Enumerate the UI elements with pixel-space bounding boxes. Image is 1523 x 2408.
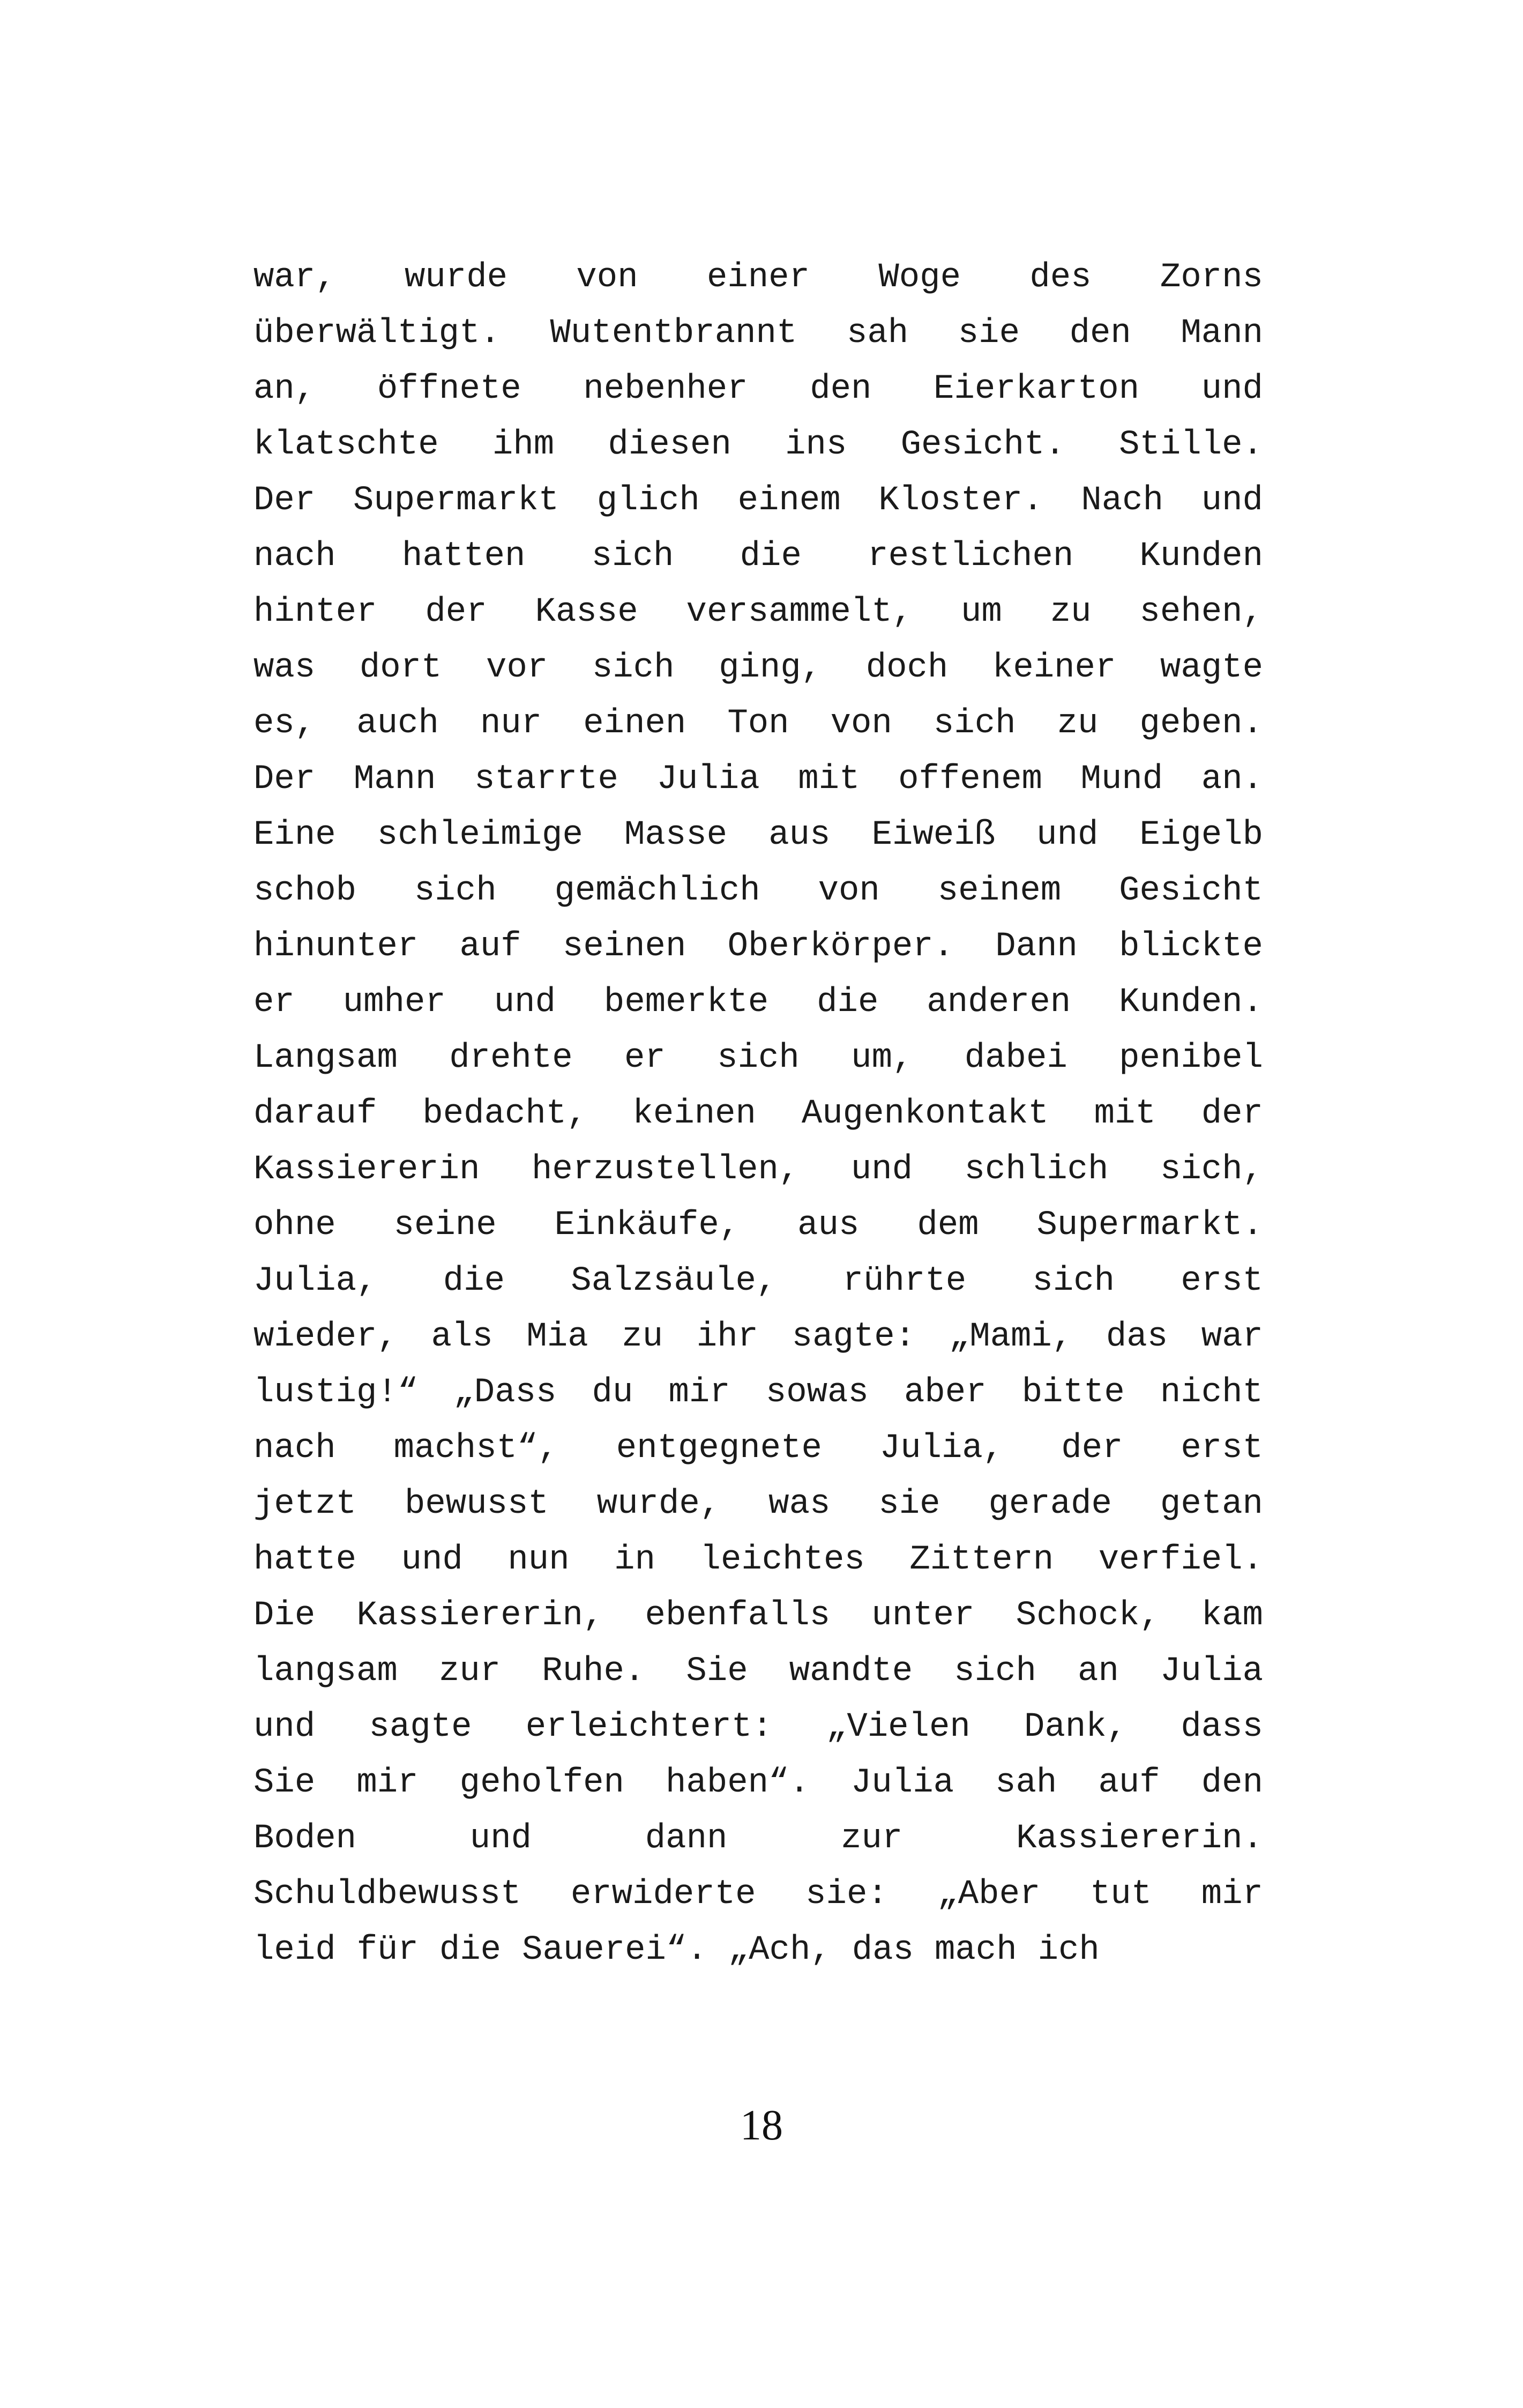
word: was	[768, 1485, 831, 1523]
text-line	[253, 417, 1263, 473]
text-line	[253, 1588, 1263, 1644]
text-line	[253, 306, 1263, 361]
word: nur	[480, 704, 542, 743]
word: sich	[592, 649, 675, 687]
word: von	[830, 704, 892, 743]
text-line	[253, 1476, 1263, 1532]
word: schleimige	[377, 816, 583, 854]
word: überwältigt.	[253, 314, 501, 353]
word: aus	[797, 1206, 860, 1245]
word: er	[253, 983, 295, 1022]
word: mit	[1094, 1095, 1156, 1133]
text-line	[253, 1198, 1263, 1253]
word: Kassiererin	[253, 1150, 480, 1189]
text-line	[253, 473, 1263, 529]
word: erst	[1181, 1262, 1263, 1300]
word: der	[425, 593, 487, 631]
text-line	[253, 863, 1263, 919]
word: und	[469, 1819, 532, 1858]
word: ihm	[492, 426, 555, 464]
word: verfiel.	[1098, 1541, 1263, 1579]
word: sich	[933, 704, 1016, 743]
word: und	[1201, 481, 1263, 520]
word: seinen	[562, 927, 686, 966]
word: und	[1201, 370, 1263, 408]
word: Sie	[686, 1652, 748, 1691]
word: sowas	[765, 1373, 869, 1412]
word: Julia	[656, 760, 760, 799]
word: Der	[253, 760, 316, 799]
word: und	[401, 1541, 463, 1579]
word: bewusst	[404, 1485, 549, 1523]
word: nicht	[1160, 1373, 1263, 1412]
text-line	[253, 584, 1263, 640]
text-line	[253, 1699, 1263, 1755]
word: Schock,	[1016, 1596, 1160, 1635]
word: sagte:	[792, 1318, 916, 1356]
word: und	[1036, 816, 1099, 854]
text-line	[253, 1644, 1263, 1699]
word: gerade	[988, 1485, 1112, 1523]
word: aus	[768, 816, 831, 854]
word: leid	[253, 1931, 336, 1969]
word: was	[253, 649, 316, 687]
word: Eine	[253, 816, 336, 854]
word: „Aber	[937, 1875, 1041, 1914]
word: den	[1069, 314, 1131, 353]
word: zu	[1050, 593, 1092, 631]
word: sich	[717, 1039, 800, 1077]
word: hinter	[253, 593, 377, 631]
word: klatschte	[253, 426, 439, 464]
word: zur	[841, 1819, 903, 1858]
word: in	[614, 1541, 655, 1579]
text-line	[253, 1142, 1263, 1198]
word: jetzt	[253, 1485, 357, 1523]
word: doch	[865, 649, 949, 687]
word: und	[494, 983, 556, 1022]
word: restlichen	[868, 537, 1074, 576]
word: wieder,	[253, 1318, 398, 1356]
word: sehen,	[1139, 593, 1263, 631]
word: ging,	[719, 649, 822, 687]
word: Ton	[727, 704, 789, 743]
word: die	[817, 983, 879, 1022]
word: Masse	[624, 816, 728, 854]
word: mir	[668, 1373, 730, 1412]
word: Dank,	[1024, 1708, 1128, 1746]
word: Mann	[1181, 314, 1263, 353]
word: den	[1201, 1764, 1263, 1802]
word: Dann	[995, 927, 1078, 966]
word: geben.	[1139, 704, 1263, 743]
word: Augenkontakt	[801, 1095, 1049, 1133]
text-line	[253, 1030, 1263, 1086]
word: „Dass	[453, 1373, 557, 1412]
word: Kasse	[535, 593, 638, 631]
word: es,	[253, 704, 316, 743]
word: tut	[1089, 1875, 1152, 1914]
word: des	[1029, 258, 1092, 297]
word: an.	[1201, 760, 1263, 799]
word: blickte	[1119, 927, 1263, 966]
word: dann	[645, 1819, 728, 1858]
text-line	[253, 1811, 1263, 1867]
word: unter	[871, 1596, 975, 1635]
word: sich	[954, 1652, 1036, 1691]
body-text	[253, 250, 1263, 1978]
text-line	[253, 1309, 1263, 1365]
word: herzustellen,	[532, 1150, 800, 1189]
word: Gesicht	[1119, 872, 1263, 910]
word: Boden	[253, 1819, 357, 1858]
word: einem	[737, 481, 841, 520]
word: dass	[1181, 1708, 1263, 1746]
word: Eigelb	[1139, 816, 1263, 854]
word: Eierkarton	[934, 370, 1140, 408]
word: und	[253, 1708, 316, 1746]
word: ins	[785, 426, 847, 464]
word: die	[443, 1262, 505, 1300]
word: einen	[583, 704, 686, 743]
word: ebenfalls	[645, 1596, 831, 1635]
word: entgegnete	[616, 1429, 822, 1468]
word: sie	[958, 314, 1020, 353]
word: langsam	[253, 1652, 398, 1691]
text-line	[253, 1532, 1263, 1588]
word: sah	[846, 314, 909, 353]
word: Nach	[1081, 481, 1163, 520]
word: keiner	[992, 649, 1116, 687]
word: er	[624, 1039, 666, 1077]
word: Supermarkt.	[1036, 1206, 1263, 1245]
word: glich	[596, 481, 700, 520]
word: sich,	[1160, 1150, 1263, 1189]
word: gemächlich	[554, 872, 760, 910]
word: das	[852, 1931, 914, 1969]
word: für	[356, 1931, 419, 1969]
text-line	[253, 529, 1263, 584]
word: Woge	[878, 258, 961, 297]
word: schlich	[964, 1150, 1109, 1189]
text-line	[253, 752, 1263, 807]
word: ich	[1037, 1931, 1100, 1969]
word: um,	[851, 1039, 913, 1077]
word: seinem	[937, 872, 1062, 910]
word: Julia,	[879, 1429, 1004, 1468]
word: sagte	[369, 1708, 472, 1746]
text-line	[253, 1867, 1263, 1922]
word: Sauerei“.	[522, 1931, 707, 1969]
word: hinunter	[253, 927, 419, 966]
word: Schuldbewusst	[253, 1875, 521, 1914]
word: sich	[1032, 1262, 1115, 1300]
word: leichtes	[700, 1541, 865, 1579]
word: sie:	[805, 1875, 888, 1914]
word: erleichtert:	[525, 1708, 773, 1746]
word: bitte	[1021, 1373, 1125, 1412]
word: Stille.	[1119, 426, 1263, 464]
word: der	[1201, 1095, 1263, 1133]
word: rührte	[842, 1262, 967, 1300]
word: die	[740, 537, 802, 576]
word: „Ach,	[728, 1931, 831, 1969]
text-line	[253, 975, 1263, 1030]
word: zu	[622, 1318, 663, 1356]
word: offenem	[898, 760, 1042, 799]
word: drehte	[449, 1039, 573, 1077]
word: zu	[1057, 704, 1099, 743]
word: Die	[253, 1596, 316, 1635]
word: starrte	[474, 760, 618, 799]
word: und	[850, 1150, 913, 1189]
word: nebenher	[583, 370, 748, 408]
word: zur	[438, 1652, 501, 1691]
word: von	[576, 258, 638, 297]
word: mach	[934, 1931, 1017, 1969]
word: Julia	[850, 1764, 954, 1802]
word: Ruhe.	[542, 1652, 645, 1691]
word: den	[810, 370, 872, 408]
word: an	[1078, 1652, 1119, 1691]
word: dabei	[964, 1039, 1067, 1077]
word: machst“,	[393, 1429, 558, 1468]
word: Mia	[526, 1318, 588, 1356]
word: wagte	[1160, 649, 1263, 687]
word: seine	[393, 1206, 497, 1245]
word: nun	[507, 1541, 570, 1579]
word: Kunden.	[1119, 983, 1263, 1022]
word: nach	[253, 1429, 336, 1468]
word: um	[960, 593, 1002, 631]
word: wandte	[789, 1652, 913, 1691]
word: einer	[706, 258, 810, 297]
text-line	[253, 1421, 1263, 1476]
text-line	[253, 1086, 1263, 1142]
text-line	[253, 250, 1263, 306]
word: Sie	[253, 1764, 316, 1802]
word: sich	[414, 872, 497, 910]
word: Eiweiß	[871, 816, 995, 854]
word: vor	[486, 649, 548, 687]
word: an,	[253, 370, 316, 408]
word: mit	[798, 760, 860, 799]
word: Einkäufe,	[554, 1206, 740, 1245]
word: war,	[253, 258, 336, 297]
word: öffnete	[377, 370, 521, 408]
word: Kloster.	[878, 481, 1043, 520]
word: getan	[1160, 1485, 1263, 1523]
word: mir	[1201, 1875, 1263, 1914]
word: auch	[356, 704, 439, 743]
word: ihr	[696, 1318, 758, 1356]
word: sah	[995, 1764, 1057, 1802]
word: Kassiererin,	[356, 1596, 604, 1635]
text-line	[253, 1253, 1263, 1309]
word: der	[1061, 1429, 1123, 1468]
word: „Mami,	[949, 1318, 1073, 1356]
word: „Vielen	[826, 1708, 970, 1746]
word: Der	[253, 481, 316, 520]
word: von	[818, 872, 880, 910]
word: dort	[359, 649, 442, 687]
word: mir	[356, 1764, 419, 1802]
word: Gesicht.	[900, 426, 1065, 464]
word: darauf	[253, 1095, 377, 1133]
word: erwiderte	[570, 1875, 756, 1914]
word: das	[1106, 1318, 1168, 1356]
word: Salzsäule,	[571, 1262, 777, 1300]
page-number: 18	[740, 2102, 783, 2149]
text-line	[253, 696, 1263, 752]
word: wurde	[404, 258, 508, 297]
word: haben“.	[666, 1764, 810, 1802]
word: Julia	[1160, 1652, 1263, 1691]
word: bedacht,	[422, 1095, 587, 1133]
word: sich	[591, 537, 674, 576]
word: du	[592, 1373, 633, 1412]
word: aber	[904, 1373, 987, 1412]
text-line	[253, 361, 1263, 417]
word: geholfen	[459, 1764, 624, 1802]
word: anderen	[927, 983, 1071, 1022]
word: Langsam	[253, 1039, 398, 1077]
word: hatte	[253, 1541, 357, 1579]
word: die	[439, 1931, 502, 1969]
text-line	[253, 1922, 1263, 1978]
word: Wutentbrannt	[550, 314, 797, 353]
word: auf	[459, 927, 521, 966]
word: sie	[878, 1485, 940, 1523]
word: umher	[342, 983, 446, 1022]
text-line	[253, 1365, 1263, 1421]
word: keinen	[632, 1095, 756, 1133]
word: Kassiererin.	[1016, 1819, 1263, 1858]
word: versammelt,	[686, 593, 913, 631]
word: Zorns	[1160, 258, 1263, 297]
text-line	[253, 807, 1263, 863]
word: war	[1201, 1318, 1263, 1356]
word: nach	[253, 537, 336, 576]
word: kam	[1201, 1596, 1263, 1635]
word: als	[431, 1318, 493, 1356]
word: Supermarkt	[353, 481, 559, 520]
word: auf	[1098, 1764, 1160, 1802]
word: Zittern	[909, 1541, 1054, 1579]
word: dem	[917, 1206, 979, 1245]
word: bemerkte	[603, 983, 769, 1022]
word: Mund	[1080, 760, 1163, 799]
word: diesen	[608, 426, 731, 464]
word: Kunden	[1139, 537, 1263, 576]
text-line	[253, 919, 1263, 975]
word: lustig!“	[253, 1373, 419, 1412]
word: Julia,	[253, 1262, 377, 1300]
word: ohne	[253, 1206, 336, 1245]
word: wurde,	[596, 1485, 721, 1523]
word: erst	[1181, 1429, 1263, 1468]
word: Oberkörper.	[727, 927, 954, 966]
word: hatten	[401, 537, 526, 576]
word: penibel	[1119, 1039, 1263, 1077]
word: Mann	[353, 760, 436, 799]
word: schob	[253, 872, 357, 910]
text-line	[253, 1755, 1263, 1811]
text-line	[253, 640, 1263, 696]
